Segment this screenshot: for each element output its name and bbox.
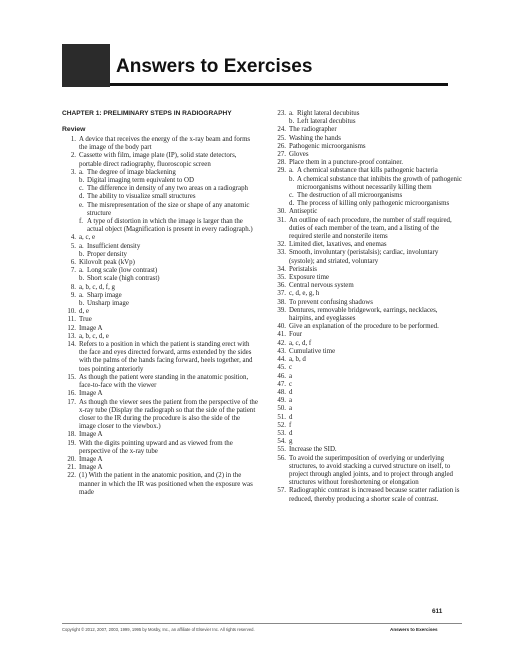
answer-item [62,169,258,235]
answer-number: 34. [277,265,286,273]
subitem-letter: c. [289,192,294,200]
answer-number: 53. [277,429,286,437]
subitem-letter: a. [79,291,84,299]
answer-item [272,323,462,331]
answer-item [62,316,258,324]
answer-text: Kilovolt peak (kVp) [79,259,135,267]
subitem-text: A chemical substance that inhibits the growth of pathogenic microorganisms without necessarily killing them [297,175,462,191]
answer-text: Image A [79,464,103,472]
answer-text: a, b, c, d, f, g [79,283,115,291]
answer-item [272,299,462,307]
answer-subitem [289,192,462,200]
answer-number: 3. [70,168,76,176]
answer-item [272,143,462,151]
footer-rule [62,623,462,624]
subitem-letter: f. [79,218,84,226]
answer-item [62,136,258,152]
answer-number: 12. [67,324,76,332]
answer-text: Antiseptic [289,208,318,216]
answer-item [272,241,462,249]
subitem-letter: a. [79,267,84,275]
answer-number: 7. [70,267,76,275]
answer-item [272,348,462,356]
answer-subitem [79,300,258,308]
answer-text: Cassette with film, image plate (IP), solid state detectors, portable direct radiography, fluoroscopic screen [79,152,237,168]
chapter-heading: CHAPTER 1: PRELIMINARY STEPS IN RADIOGRAPHY [62,110,232,117]
answer-item [62,456,258,464]
answer-text: True [79,316,92,324]
answer-item [272,331,462,339]
subitem-letter: d. [289,200,295,208]
answer-subitems [79,169,258,235]
answer-text: Place them in a puncture-proof container. [289,159,404,167]
subitem-text: Insufficient density [87,242,141,250]
answer-number: 10. [67,308,76,316]
answer-number: 4. [70,234,76,242]
answer-subitem [289,167,462,175]
answer-text: Image A [79,431,103,439]
answer-item [62,464,258,472]
answer-number: 19. [67,439,76,447]
subitem-letter: a. [289,167,294,175]
answer-number: 2. [70,152,76,160]
answer-text: f [289,421,292,429]
subitem-text: Long scale (low contrast) [87,267,158,275]
answer-number: 57. [277,487,286,495]
answer-text: a, b, c, d, e [79,332,109,340]
page-title: Answers to Exercises [116,56,313,77]
answer-text: Give an explanation of the procedure to be performed. [289,323,439,331]
answer-item [62,431,258,439]
answer-number: 8. [70,283,76,291]
answer-text: d [289,413,293,421]
answer-number: 43. [277,347,286,355]
answer-item [272,356,462,364]
subitem-text: Left lateral decubitus [297,118,356,126]
answer-item [272,249,462,265]
answer-text: Increase the SID. [289,446,337,454]
answer-number: 18. [67,431,76,439]
answer-number: 50. [277,405,286,413]
answer-subitems [79,267,258,283]
answer-text: With the digits pointing upward and as viewed from the perspective of the x-ray tube [79,439,233,455]
subitem-letter: c. [79,185,84,193]
answer-number: 11. [67,316,76,324]
answer-item [272,340,462,348]
answer-number: 25. [277,134,286,142]
subitem-letter: e. [79,201,84,209]
answer-subitem [289,200,462,208]
subitem-letter: b. [289,118,295,126]
answer-number: 38. [277,298,286,306]
answer-item [272,373,462,381]
answer-item [62,284,258,292]
answer-number: 32. [277,241,286,249]
answer-number: 49. [277,397,286,405]
answer-text: Pathogenic microorganisms [289,142,366,150]
answer-number: 36. [277,282,286,290]
answer-item [272,487,462,503]
answer-subitems [79,243,258,259]
answer-item [272,208,462,216]
answer-item [62,374,258,390]
answer-number: 35. [277,274,286,282]
answer-text: Limited diet, laxatives, and enemas [289,241,387,249]
header-block-decoration [62,44,110,87]
answer-text: g [289,438,293,446]
answer-subitem [79,185,258,193]
answer-item [62,341,258,374]
answer-text: Image A [79,390,103,398]
answer-text: a [289,372,293,380]
subitem-text: Proper density [87,250,127,258]
answer-text: a [289,405,293,413]
answer-text: Dentures, removable bridgework, earrings, necklaces, hairpins, and eyeglasses [289,306,438,323]
answer-item [62,234,258,242]
answer-number: 5. [70,242,76,250]
answer-item [272,446,462,454]
subitem-letter: b. [79,250,85,258]
answer-number: 47. [277,380,286,388]
answer-item [272,389,462,397]
copyright-notice: Copyright © 2012, 2007, 2003, 1999, 1995 by Mosby, Inc., an affiliate of Elsevier Inc. All rights reserved. [62,627,255,632]
answer-number: 21. [67,464,76,472]
left-column [62,110,258,497]
answer-item [272,364,462,372]
answer-number: 20. [67,455,76,463]
answer-subitem [79,202,258,218]
answer-text: As though the patient were standing in the anatomic position, face-to-face with the viewer [79,373,249,390]
answer-number: 45. [277,364,286,372]
answer-text: (1) With the patient in the anatomic position, and (2) in the manner in which the IR was positioned when the exposure was made [79,472,253,496]
subitem-text: Short scale (high contrast) [87,275,160,283]
answer-item [272,381,462,389]
answer-text: A device that receives the energy of the x-ray beam and forms the image of the body part [79,136,251,152]
answer-number: 48. [277,388,286,396]
answer-item [272,307,462,323]
answer-item [62,152,258,168]
answer-number: 54. [277,438,286,446]
running-head: Answers to Exercises [390,627,438,632]
answer-text: a, b, d [289,356,306,364]
subitem-text: Digital imaging term equivalent to OD [87,177,194,185]
answer-subitem [79,292,258,300]
answer-item [272,110,462,126]
answer-number: 42. [277,339,286,347]
answer-item [62,243,258,259]
subitem-text: Sharp image [87,291,122,299]
answer-text: a [289,397,293,405]
answer-item [62,472,258,497]
answer-number: 56. [277,454,286,462]
answer-text: Gloves [289,151,309,159]
answer-subitem [79,267,258,275]
right-column [272,110,462,504]
page-number: 611 [432,608,443,615]
answer-item [62,292,258,308]
answer-item [272,217,462,242]
answer-number: 40. [277,323,286,331]
answer-number: 41. [277,331,286,339]
answer-item [272,282,462,290]
answer-number: 22. [67,472,76,480]
answer-text: Smooth, involuntary (peristalsis); cardiac, involuntary (systole); and striated, voluntary [289,249,439,265]
answer-number: 46. [277,372,286,380]
answer-number: 26. [277,142,286,150]
answer-subitem [289,176,462,192]
subitem-letter: a. [79,168,84,176]
section-heading: Review [62,126,86,133]
answer-number: 6. [70,259,76,267]
subitem-letter: d. [79,193,85,201]
answer-item [272,414,462,422]
answer-number: 37. [277,290,286,298]
answer-number: 1. [70,136,76,143]
answer-text: Image A [79,455,103,463]
answer-number: 24. [277,126,286,134]
answer-number: 23. [277,110,286,117]
subitem-text: Unsharp image [87,300,129,308]
answer-item [272,159,462,167]
answer-text: c, d, e, g, h [289,290,320,298]
answer-item [62,333,258,341]
answer-item [272,455,462,488]
answer-number: 13. [67,332,76,340]
answer-subitem [79,243,258,251]
answer-text: Peristalsis [289,265,317,273]
answer-number: 14. [67,341,76,349]
answer-item [272,126,462,134]
answer-text: c [289,364,293,372]
answer-number: 30. [277,208,286,216]
answer-text: d [289,429,293,437]
answer-text: a, c, d, f [289,339,312,347]
answer-subitems [79,292,258,308]
answer-item [62,308,258,316]
subitem-text: The misrepresentation of the size or shape of any anatomic structure [87,201,250,217]
answer-item [272,438,462,446]
answer-text: Radiographic contrast is increased because scatter radiation is reduced, thereby producing a shorter scale of contrast. [289,487,460,503]
subitem-text: The destruction of all microorganisms [297,192,403,200]
header-rule [110,83,448,86]
subitem-letter: a. [79,242,84,250]
answer-item [62,259,258,267]
answer-text: Central nervous system [289,282,354,290]
answer-item [272,397,462,405]
answer-number: 16. [67,390,76,398]
answer-number: 55. [277,446,286,454]
answer-item [272,274,462,282]
subitem-letter: b. [79,275,85,283]
answer-number: 33. [277,249,286,257]
answer-subitem [79,275,258,283]
subitem-letter: b. [79,177,85,185]
answer-item [272,290,462,298]
subitem-text: The degree of image blackening [87,168,176,176]
answer-subitem [79,193,258,201]
answer-subitems [289,110,462,126]
answer-text: As though the viewer sees the patient from the perspective of the x-ray tube (Display the radiograph so that the side of the patient closer to the IR during the procedure is also the side of the image closer to the viewbox.) [79,398,258,431]
answer-item [272,266,462,274]
answer-item [62,390,258,398]
answer-number: 27. [277,151,286,159]
answer-text: Washing the hands [289,134,341,142]
answer-item [272,430,462,438]
answer-text: An outline of each procedure, the number of staff required, duties of each member of the team, and a listing of the required sterile and nonsterile items [289,216,452,241]
answer-number: 52. [277,421,286,429]
answer-text: c [289,380,293,388]
answer-item [272,422,462,430]
subitem-text: Right lateral decubitus [297,110,360,117]
subitem-letter: a. [289,110,294,117]
answer-text: d, e [79,308,89,316]
answer-text: The radiographer [289,126,337,134]
answer-text: To avoid the superimposition of overlying or underlying structures, to avoid stacking a curved structure on itself, to project through angled joints, and to project through angled structures without foreshortening or elongation [289,454,453,487]
answer-subitem [79,169,258,177]
subitem-text: A chemical substance that kills pathogenic bacteria [297,167,438,175]
answer-number: 28. [277,159,286,167]
answer-number: 15. [67,373,76,381]
answer-item [62,325,258,333]
answer-item [272,405,462,413]
answer-number: 31. [277,216,286,224]
answer-item [272,151,462,159]
answer-subitem [79,218,258,234]
subitem-letter: b. [289,175,295,183]
answer-subitem [79,251,258,259]
subitem-text: The difference in density of any two areas on a radiograph [87,185,248,193]
subitem-text: A type of distortion in which the image is larger than the actual object (Magnification is present in every radiograph.) [87,218,253,234]
subitem-text: The ability to visualize small structures [87,193,196,201]
answer-text: Image A [79,324,103,332]
answer-text: d [289,388,293,396]
answer-number: 39. [277,306,286,314]
answer-number: 29. [277,167,286,175]
answer-text: To prevent confusing shadows [289,298,373,306]
answer-number: 44. [277,356,286,364]
answer-text: Cumulative time [289,347,336,355]
answer-number: 17. [67,398,76,406]
answer-text: a, c, e [79,234,96,242]
answer-item [62,440,258,456]
answer-subitem [289,110,462,118]
answer-item [272,167,462,208]
subitem-letter: b. [79,300,85,308]
answer-number: 51. [277,413,286,421]
answer-subitem [79,177,258,185]
answer-text: Refers to a position in which the patient is standing erect with the face and eyes directed forward, arms extended by the sides with the palms of the hands facing forward, heels together, and toes pointing anteriorly [79,341,253,373]
answer-subitems [289,167,462,208]
answer-item [62,267,258,283]
answer-number: 9. [70,291,76,299]
answer-item [272,135,462,143]
answer-item [62,399,258,432]
answer-text: Four [289,331,303,339]
answer-subitem [289,118,462,126]
answer-text: Exposure time [289,274,329,282]
subitem-text: The process of killing only pathogenic microorganisms [297,200,450,208]
